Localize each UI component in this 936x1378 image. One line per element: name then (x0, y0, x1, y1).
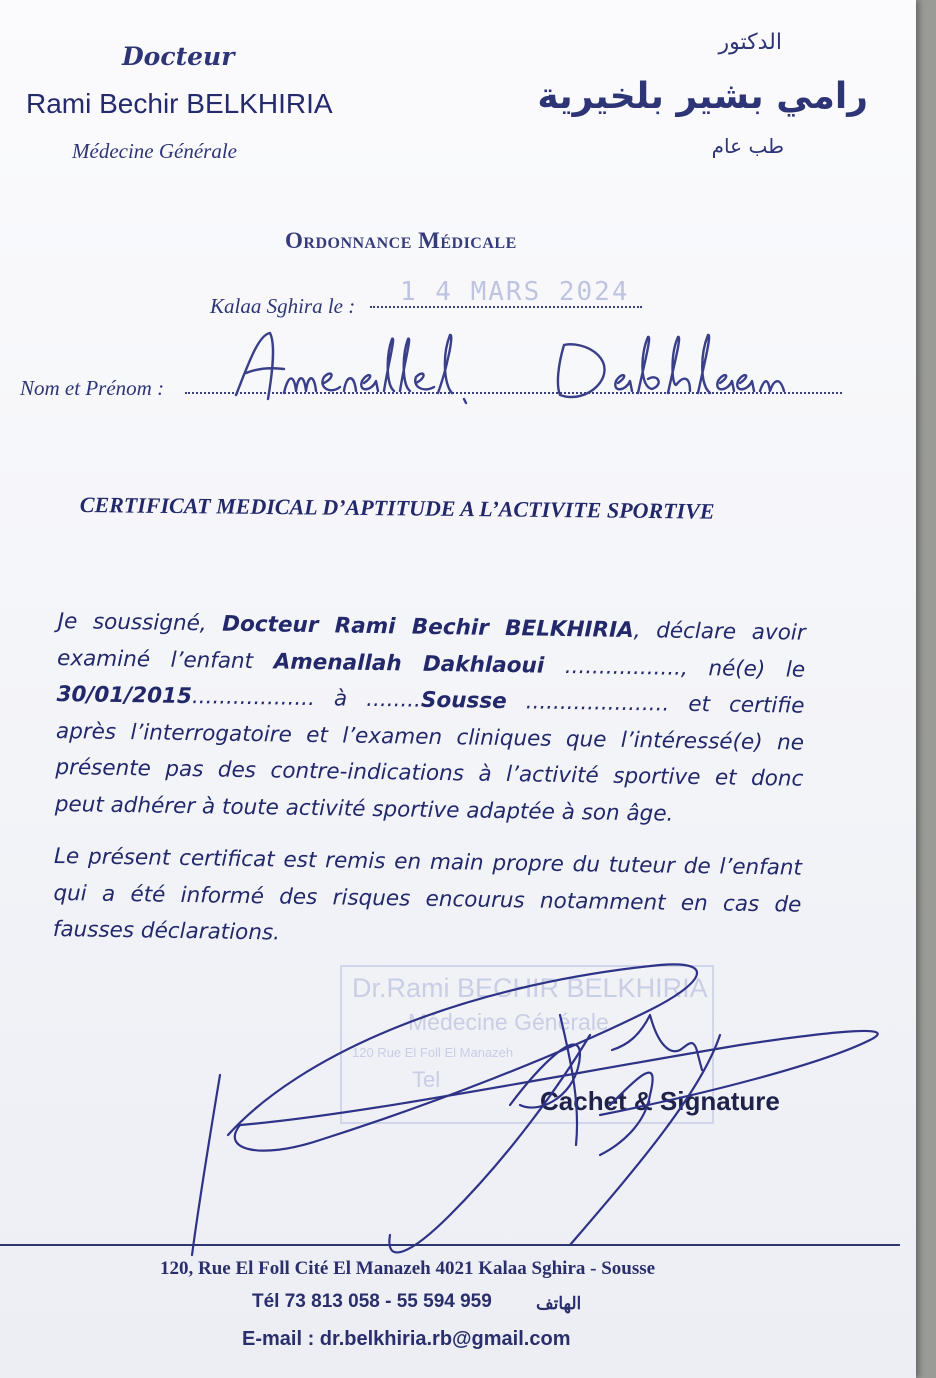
child-name: Amenallah Dakhlaoui (273, 648, 545, 679)
document-title: Ordonnance Médicale (285, 228, 517, 253)
date-stamp: 1 4 MARS 2024 (400, 277, 630, 307)
footer-divider (0, 1244, 900, 1246)
body-line: qui a été informé des risques encourus notamment en cas de (53, 880, 802, 918)
doctor-name: Rami Bechir BELKHIRIA (26, 88, 333, 119)
certificate-body (53, 604, 806, 960)
handwritten-signature (180, 955, 900, 1280)
second-paragraph (53, 839, 803, 960)
birth-place: Sousse (420, 687, 507, 715)
body-line: fausses déclarations. (52, 916, 281, 946)
footer-phone-arabic: الهاتف (536, 1294, 582, 1313)
body-line: 30/01/2015.................. à ........Sousse ..................... et certifie (56, 681, 805, 719)
certificate-title: CERTIFICAT MEDICAL D’APTITUDE A L’ACTIVITE SPORTIVE (79, 492, 715, 524)
body-line: présente pas des contre-indications à l’activité sportive et donc (55, 754, 804, 792)
body-line: Le présent certificat est remis en main propre du tuteur de l’enfant (53, 843, 803, 881)
name-label: Nom et Prénom : (20, 376, 165, 400)
arabic-specialty: طب عام (711, 134, 784, 158)
doctor-specialty: Médecine Générale (72, 139, 237, 163)
handwritten-name (228, 325, 828, 410)
doctor-stamp: Dr.Rami BECHIR BELKHIRIA Médecine Générale 120 Rue El Foll El Manazeh Tel (340, 965, 714, 1124)
doctor-name-inline: Docteur Rami Bechir BELKHIRIA (222, 611, 634, 644)
body-line: après l’interrogatoire et l’examen cliniques que l’intéressé(e) ne (55, 718, 805, 756)
body-line: Je soussigné, Docteur Rami Bechir BELKHIRIA, déclare avoir (57, 608, 806, 646)
footer-address: 120, Rue El Foll Cité El Manazeh 4021 Kalaa Sghira - Sousse (160, 1258, 656, 1279)
place-label: Kalaa Sghira le : (210, 294, 356, 318)
arabic-doctor-name: رامي بشير بلخيرية (537, 76, 868, 117)
docteur-label: Docteur (122, 42, 235, 71)
birth-date: 30/01/2015 (56, 681, 193, 710)
body-line: examiné l’enfant Amenallah Dakhlaoui ................., né(e) le (56, 645, 806, 683)
cachet-signature-label: Cachet & Signature (540, 1086, 780, 1116)
footer-email: E-mail : dr.belkhiria.rb@gmail.com (242, 1328, 571, 1350)
footer-phone: Tél 73 813 058 - 55 594 959 (252, 1291, 492, 1312)
body-line: peut adhérer à toute activité sportive adaptée à son âge. (54, 791, 674, 827)
arabic-doctor-title: الدكتور (718, 30, 782, 55)
